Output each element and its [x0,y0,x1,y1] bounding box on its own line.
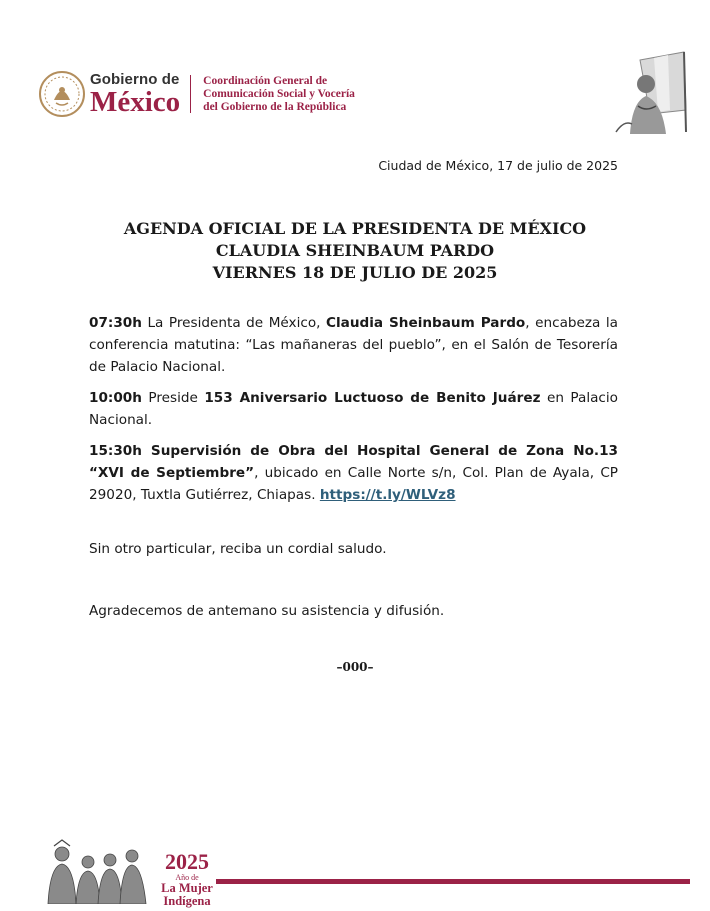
header-logo-block [38,66,355,122]
agenda-text: Preside [141,390,205,406]
national-seal-icon [38,70,86,118]
agenda-time: 15:30h [89,443,142,459]
footer-line1: La Mujer [161,881,213,895]
footer-bar [216,879,690,884]
agenda-text: en Palacio Nacional. [89,390,618,428]
coordination-line: Coordinación General de [203,74,328,87]
agenda-highlight: Claudia Sheinbaum Pardo [326,315,526,331]
agenda-time: 10:00h [89,390,142,406]
agenda-list [89,312,618,515]
agenda-item [89,312,618,378]
document-date: Ciudad de México, 17 de julio de 2025 [378,158,618,173]
closing-greeting: Sin otro particular, reciba un cordial saludo. [89,541,387,557]
agenda-time: 07:30h [89,315,142,331]
coordination-name [203,75,355,114]
agenda-date-title: VIERNES 18 DE JULIO DE 2025 [212,263,498,282]
footer-year: 2025 [165,849,209,874]
agenda-item [89,440,618,506]
agenda-text: , ubicado en Calle Norte s/n, Col. Plan de Ayala, CP 29020, Tuxtla Gutiérrez, Chiapas. [89,465,619,503]
footer-year-badge [156,851,218,907]
mexico-label: México [90,85,181,118]
document-title-block [0,218,710,284]
coordination-line: Comunicación Social y Vocería [203,87,355,100]
document-title: AGENDA OFICIAL DE LA PRESIDENTA DE MÉXICO [123,219,587,238]
agenda-highlight: 153 Aniversario Luctuoso de Benito Juárez [204,390,541,406]
agenda-text: La Presidenta de México, [141,315,327,331]
agenda-item [89,387,618,431]
end-mark: –000– [336,660,374,674]
flag-portrait-illustration [610,50,690,134]
president-name-title: CLAUDIA SHEINBAUM PARDO [215,241,495,260]
closing-thanks: Agradecemos de antemano su asistencia y difusión. [89,603,445,619]
gobierno-label: Gobierno de [90,70,180,88]
footer-year-caption: Año de [175,873,199,882]
location-link[interactable]: https://t.ly/WLVz8 [319,487,456,503]
agenda-highlight: Supervisión de Obra del Hospital General de Zona No.13 “XVI de Septiembre” [89,443,618,481]
coordination-line: del Gobierno de la República [203,100,347,113]
agenda-text: , encabeza la conferencia matutina: “Las mañaneras del pueblo”, en el Salón de Tesorería de Palacio Nacional. [89,315,618,375]
indigenous-women-illustration [42,838,154,904]
header-divider [190,75,191,113]
footer-line2: Indígena [163,893,211,908]
